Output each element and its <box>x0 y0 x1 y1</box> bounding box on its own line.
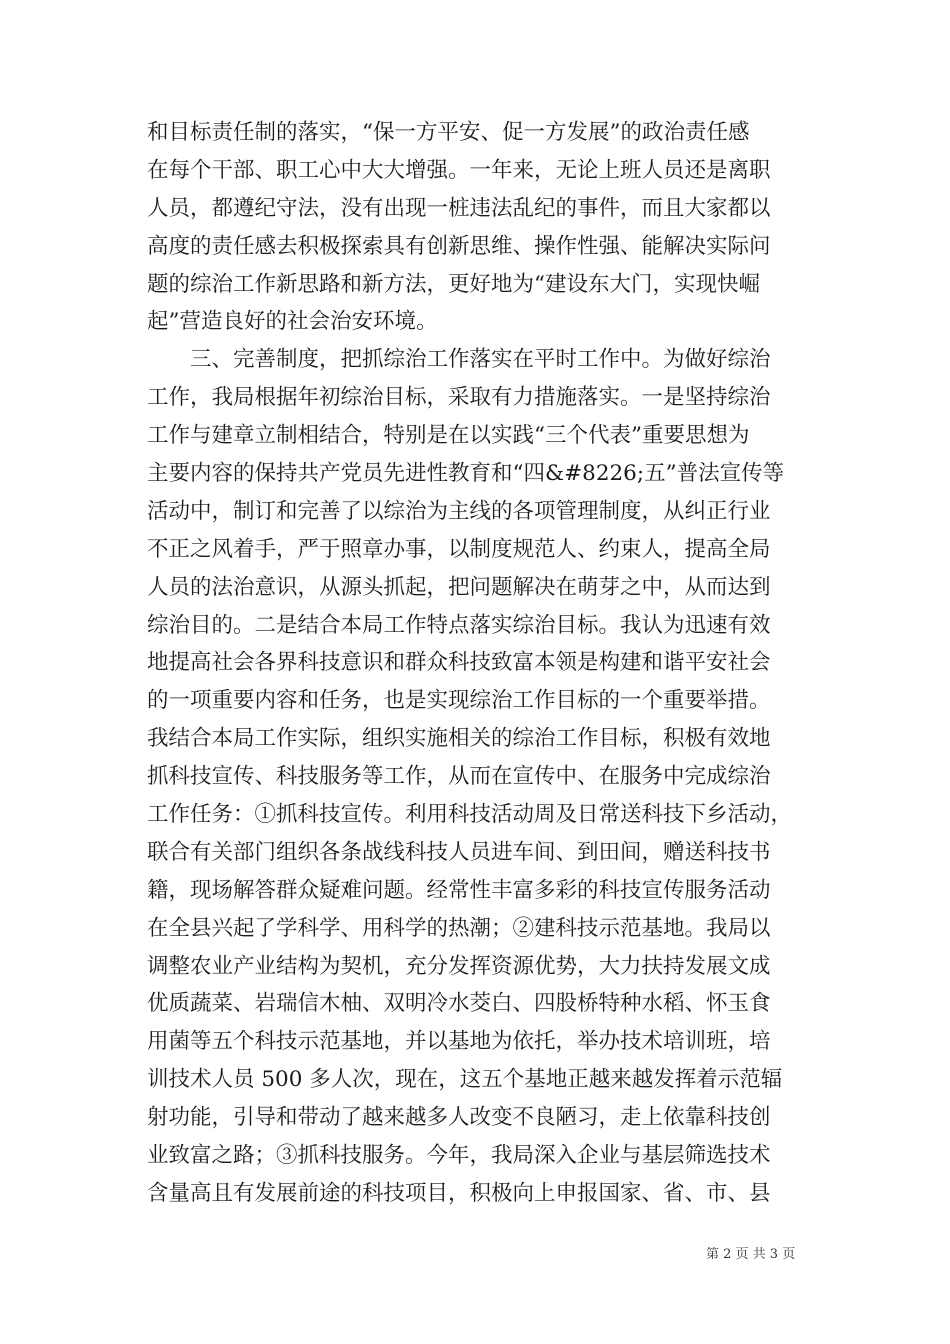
text-line: 起”营造良好的社会治安环境。 <box>147 309 438 335</box>
text-line: 不正之风着手，严于照章办事，以制度规范人、约束人，提高全局 <box>147 536 771 562</box>
text-line: 题的综治工作新思路和新方法，更好地为“建设东大门，实现快崛 <box>147 271 760 297</box>
text-line: 用菌等五个科技示范基地，并以基地为依托，举办技术培训班，培 <box>147 1029 771 1055</box>
text-line: 抓科技宣传、科技服务等工作，从而在宣传中、在服务中完成综治 <box>147 764 771 790</box>
text-line: 业致富之路；③抓科技服务。今年，我局深入企业与基层筛选技术 <box>147 1143 771 1169</box>
text-line: 三、完善制度，把抓综治工作落实在平时工作中。为做好综治 <box>147 347 771 373</box>
text-line: 主要内容的保持共产党员先进性教育和“四&#8226;五”普法宣传等 <box>147 461 785 487</box>
text-line: 人员的法治意识，从源头抓起，把问题解决在萌芽之中，从而达到 <box>147 574 771 600</box>
text-line: 射功能，引导和带动了越来越多人改变不良陋习，走上依靠科技创 <box>147 1105 771 1131</box>
text-line: 和目标责任制的落实，“保一方平安、促一方发展”的政治责任感 <box>147 120 750 145</box>
text-line: 工作任务：①抓科技宣传。利用科技活动周及日常送科技下乡活动， <box>147 802 793 828</box>
text-line: 优质蔬菜、岩瑞信木柚、双明冷水茭白、四股桥特种水稻、怀玉食 <box>147 991 771 1017</box>
text-line: 地提高社会各界科技意识和群众科技致富本领是构建和谐平安社会 <box>147 650 771 676</box>
body-text <box>147 114 807 1213</box>
text-line: 活动中，制订和完善了以综治为主线的各项管理制度，从纠正行业 <box>147 498 771 524</box>
text-line: 在全县兴起了学科学、用科学的热潮；②建科技示范基地。我局以 <box>147 915 771 941</box>
text-line: 工作与建章立制相结合，特别是在以实践“三个代表”重要思想为 <box>147 423 750 449</box>
text-line: 调整农业产业结构为契机，充分发挥资源优势，大力扶持发展文成 <box>147 953 771 979</box>
text-line: 我结合本局工作实际，组织实施相关的综治工作目标，积极有效地 <box>147 726 771 752</box>
text-line: 含量高且有发展前途的科技项目，积极向上申报国家、省、市、县 <box>147 1180 771 1206</box>
text-line: 的一项重要内容和任务，也是实现综治工作目标的一个重要举措。 <box>147 688 771 714</box>
page-number-footer: 第 2 页 共 3 页 <box>706 1247 796 1262</box>
text-line: 训技术人员 500 多人次，现在，这五个基地正越来越发挥着示范辐 <box>147 1067 783 1093</box>
text-line: 人员，都遵纪守法，没有出现一桩违法乱纪的事件，而且大家都以 <box>147 195 771 221</box>
text-line: 综治目的。二是结合本局工作特点落实综治目标。我认为迅速有效 <box>147 612 771 638</box>
text-line: 在每个干部、职工心中大大增强。一年来，无论上班人员还是离职 <box>147 157 771 183</box>
text-line: 联合有关部门组织各条战线科技人员进车间、到田间，赠送科技书 <box>147 839 771 865</box>
text-line: 籍，现场解答群众疑难问题。经常性丰富多彩的科技宣传服务活动 <box>147 877 771 903</box>
text-line: 工作，我局根据年初综治目标，采取有力措施落实。一是坚持综治 <box>147 385 771 411</box>
text-line: 高度的责任感去积极探索具有创新思维、操作性强、能解决实际问 <box>147 233 771 259</box>
